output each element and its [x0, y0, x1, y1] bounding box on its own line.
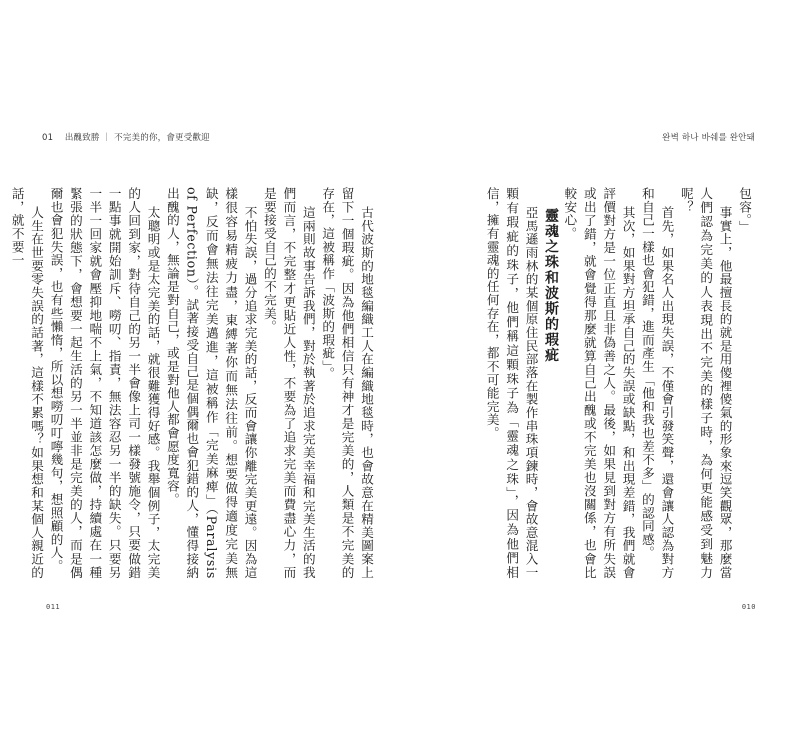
left-page: [9, 0, 398, 744]
right-paragraph-2: 事實上，他最擅長的就是用傻裡傻氣的形象來逗笑觀眾，那麼當人們認為完美的人表現出不完美的樣子時，為何更能感受到魅力呢？: [678, 187, 733, 579]
left-page-body: [9, 187, 376, 579]
book-title: 出醜致勝: [64, 133, 100, 143]
right-paragraph-1: 包容。」: [737, 187, 752, 234]
left-page-number: 01: [42, 133, 54, 143]
right-paragraph-5: 亞馬遜雨林的某個原住民部落在製作串珠項鍊時，會故意混入一顆有瑕疵的珠子，他們稱這顆珠子為「靈魂之珠」，因為他們相信，擁有靈魂的任何存在，都不可能完美。: [484, 187, 539, 579]
right-paragraph-3: 首先，如果名人出現失誤，不僅會引發笑聲，還會讓人認為對方和自己一樣也會犯錯，進而產生「他和我也差不多」的認同感。: [639, 187, 675, 579]
right-running-head: 완벽 하나 바쉐를 완안돼: [662, 133, 755, 143]
left-paragraph-3: 不怕失誤，過分追求完美的話，反而會讓你離完美更遠。因為這樣很容易精疲力盡，東縛著你而無法往前。想要做得適度完美無缺，反而會無法往完美邁進，這被稱作「完美麻痺」（Paralysis of Perfection）。試著接受自己是個偶爾也會犯錯的人，懂得接納出醜的人，無論是對自己，或是對他人都會愿度寬容。: [164, 187, 258, 579]
chapter-title: 不完美的你，會更受歡迎: [114, 133, 210, 143]
right-folio: 010: [741, 603, 756, 611]
left-paragraph-5: 人生在世要零失誤的話著，這樣不累嗎？如果想和某個人親近的話，就不要一: [9, 187, 45, 579]
title-separator: ｜: [102, 133, 112, 143]
right-page: [402, 0, 780, 744]
right-paragraph-4: 其次，如果對方坦承自己的失誤或缺點，和出現差錯，我們就會評價對方是一位正直且非偽善之人。最後，如果見到對方有所失誤或出了錯，就會覺得那麼就算自己出醜或不完美也沒關係，也會比較安心。: [562, 187, 636, 579]
right-page-body: [434, 187, 754, 579]
left-paragraph-1: 古代波斯的地毯編織工人在編織地毯時，也會故意在精美圖案上留下一個瑕疵。因為他們相信只有神才是完美的，人類是不完美的存在，這被稱作「波斯的瑕疵」。: [320, 187, 374, 579]
left-running-head: [42, 131, 210, 143]
left-paragraph-2: 這兩則故事告訴我們，對於執著於追求完美幸福和完美生活的我們而言，不完整才更貼近人性，不要為了追求完美而費盡心力，而是要接受自己的不完美。: [261, 187, 316, 579]
left-folio: 011: [46, 603, 61, 611]
left-paragraph-4: 太聰明或是太完美的話，就很難獲得好感。我舉個例子，太完美的人回到家，對待自己的另一半會像上司一樣發號施令，只要做錯一點事就開始訓斥、嘮叨、指責，無法容忍另一半的缺失。只要另一半一回家就會壓抑地喘不上氣，不知道該怎麼做，持續處在一種緊張的狀態下，會想要一起生活的另一半並非是完美的人，而是偶爾也會犯失誤，也有些懶惰，所以想嘮叨叮嚀幾句，想照顧的人。: [48, 187, 161, 579]
section-heading: 靈魂之珠和波斯的瑕疵: [542, 208, 559, 363]
